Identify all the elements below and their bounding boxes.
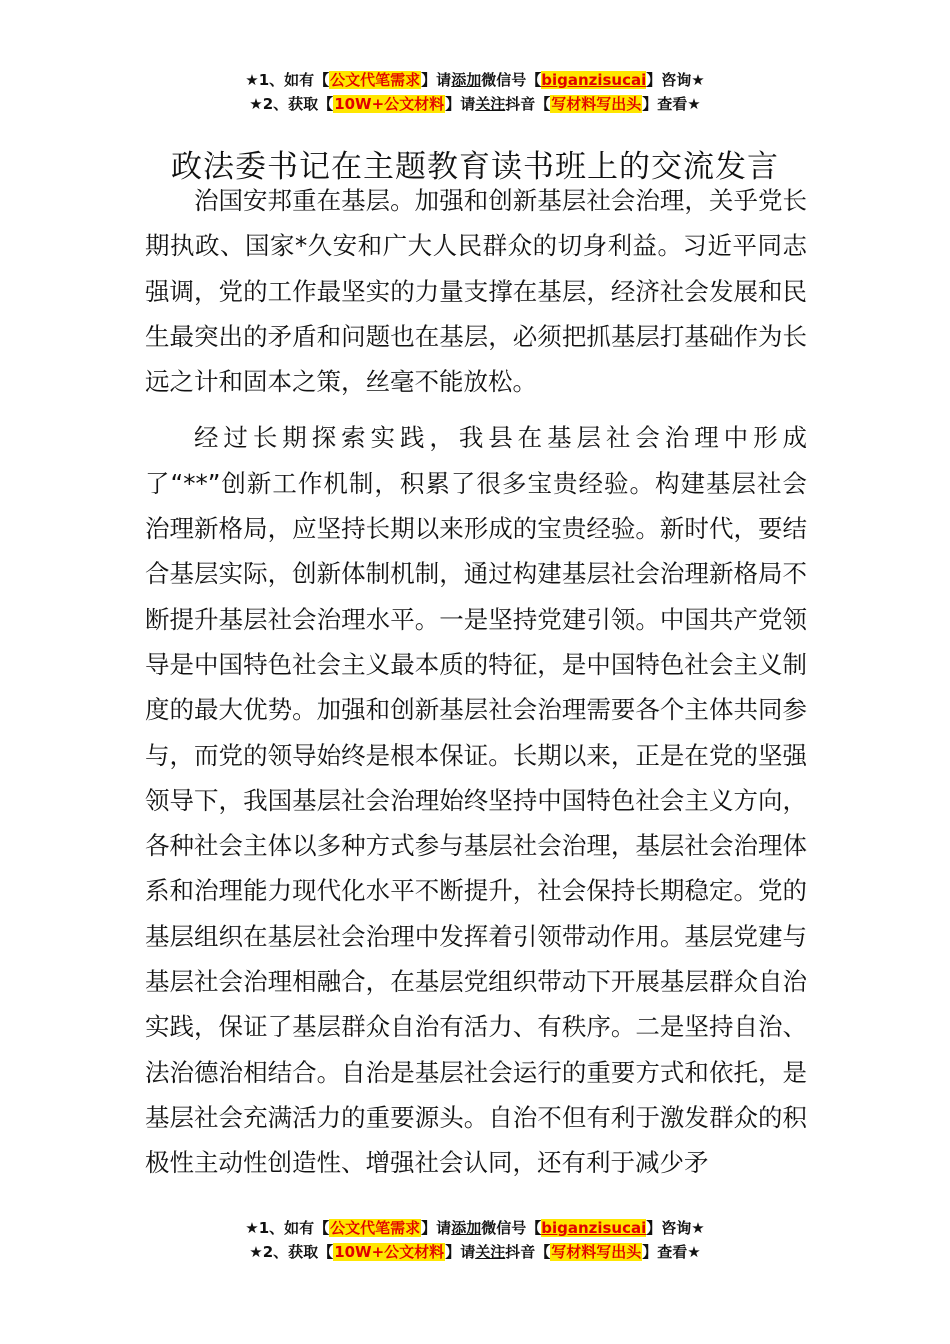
promo-line-2 <box>0 92 950 116</box>
wechat-id: biganzisucai <box>541 1219 647 1237</box>
promo-text: 微信号【 <box>481 1219 542 1237</box>
promo-text: 】请 <box>421 71 452 89</box>
promo-text: 】请 <box>421 1219 452 1237</box>
promo-text: 添加 <box>451 1219 482 1237</box>
paragraph: 治国安邦重在基层。加强和创新基层社会治理，关乎党长期执政、国家*久安和广大人民群众的切身利益。习近平同志强调，党的工作最坚实的力量支撑在基层，经济社会发展和民生最突出的矛盾和问题也在基层，必须把抓基层打基础作为长远之计和固本之策，丝毫不能放松。 <box>145 186 807 397</box>
promo-text: 抖音【 <box>505 1243 551 1261</box>
promo-text: 微信号【 <box>481 71 542 89</box>
promo-text: 】咨询★ <box>646 71 705 89</box>
promo-text: 】请 <box>445 95 476 113</box>
promo-text: 】咨询★ <box>646 1219 705 1237</box>
promo-text: 抖音【 <box>505 95 551 113</box>
wechat-id: biganzisucai <box>541 71 647 89</box>
promo-text: 】查看★ <box>642 1243 701 1261</box>
paragraph: 经过长期探索实践，我县在基层社会治理中形成了“**”创新工作机制，积累了很多宝贵经验。构建基层社会治理新格局，应坚持长期以来形成的宝贵经验。新时代，要结合基层实际，创新体制机制，通过构建基层社会治理新格局不断提升基层社会治理水平。一是坚持党建引领。中国共产党领导是中国特色社会主义最本质的特征，是中国特色社会主义制度的最大优势。加强和创新基层社会治理需要各个主体共同参与，而党的领导始终是根本保证。长期以来，正是在党的坚强领导下，我国基层社会治理始终坚持中国特色社会主义方向，各种社会主体以多种方式参与基层社会治理，基层社会治理体系和治理能力现代化水平不断提升，社会保持长期稳定。党的基层组织在基层社会治理中发挥着引领带动作用。基层党建与基层社会治理相融合，在基层党组织带动下开展基层群众自治实践，保证了基层群众自治有活力、有秩序。二是坚持自治、法治德治相结合。自治是基层社会运行的重要方式和依托，是基层社会充满活力的重要源头。自治不但有利于激发群众的积极性主动性创造性、增强社会认同，还有利于减少矛 <box>145 423 807 1178</box>
promo-text: 关注 <box>475 95 506 113</box>
promo-highlight: 公文代笔需求 <box>330 1219 421 1237</box>
bottom-promo-banner <box>0 1216 950 1264</box>
promo-text: 添加 <box>451 71 482 89</box>
promo-text: 】请 <box>445 1243 476 1261</box>
promo-text: ★1、如有【 <box>245 71 330 89</box>
promo-line-2 <box>0 1240 950 1264</box>
promo-highlight: 10W+公文材料 <box>334 95 445 113</box>
promo-text: 】查看★ <box>642 95 701 113</box>
promo-text: ★2、获取【 <box>249 95 334 113</box>
promo-text: 关注 <box>475 1243 506 1261</box>
promo-highlight: 公文代笔需求 <box>330 71 421 89</box>
promo-line-1 <box>0 1216 950 1240</box>
promo-line-1 <box>0 68 950 92</box>
promo-highlight: 写材料写出头 <box>551 95 642 113</box>
document-body <box>145 178 807 1197</box>
top-promo-banner <box>0 68 950 116</box>
promo-text: ★1、如有【 <box>245 1219 330 1237</box>
document-title: 政法委书记在主题教育读书班上的交流发言 <box>171 148 779 185</box>
promo-highlight: 10W+公文材料 <box>334 1243 445 1261</box>
promo-text: ★2、获取【 <box>249 1243 334 1261</box>
promo-highlight: 写材料写出头 <box>551 1243 642 1261</box>
